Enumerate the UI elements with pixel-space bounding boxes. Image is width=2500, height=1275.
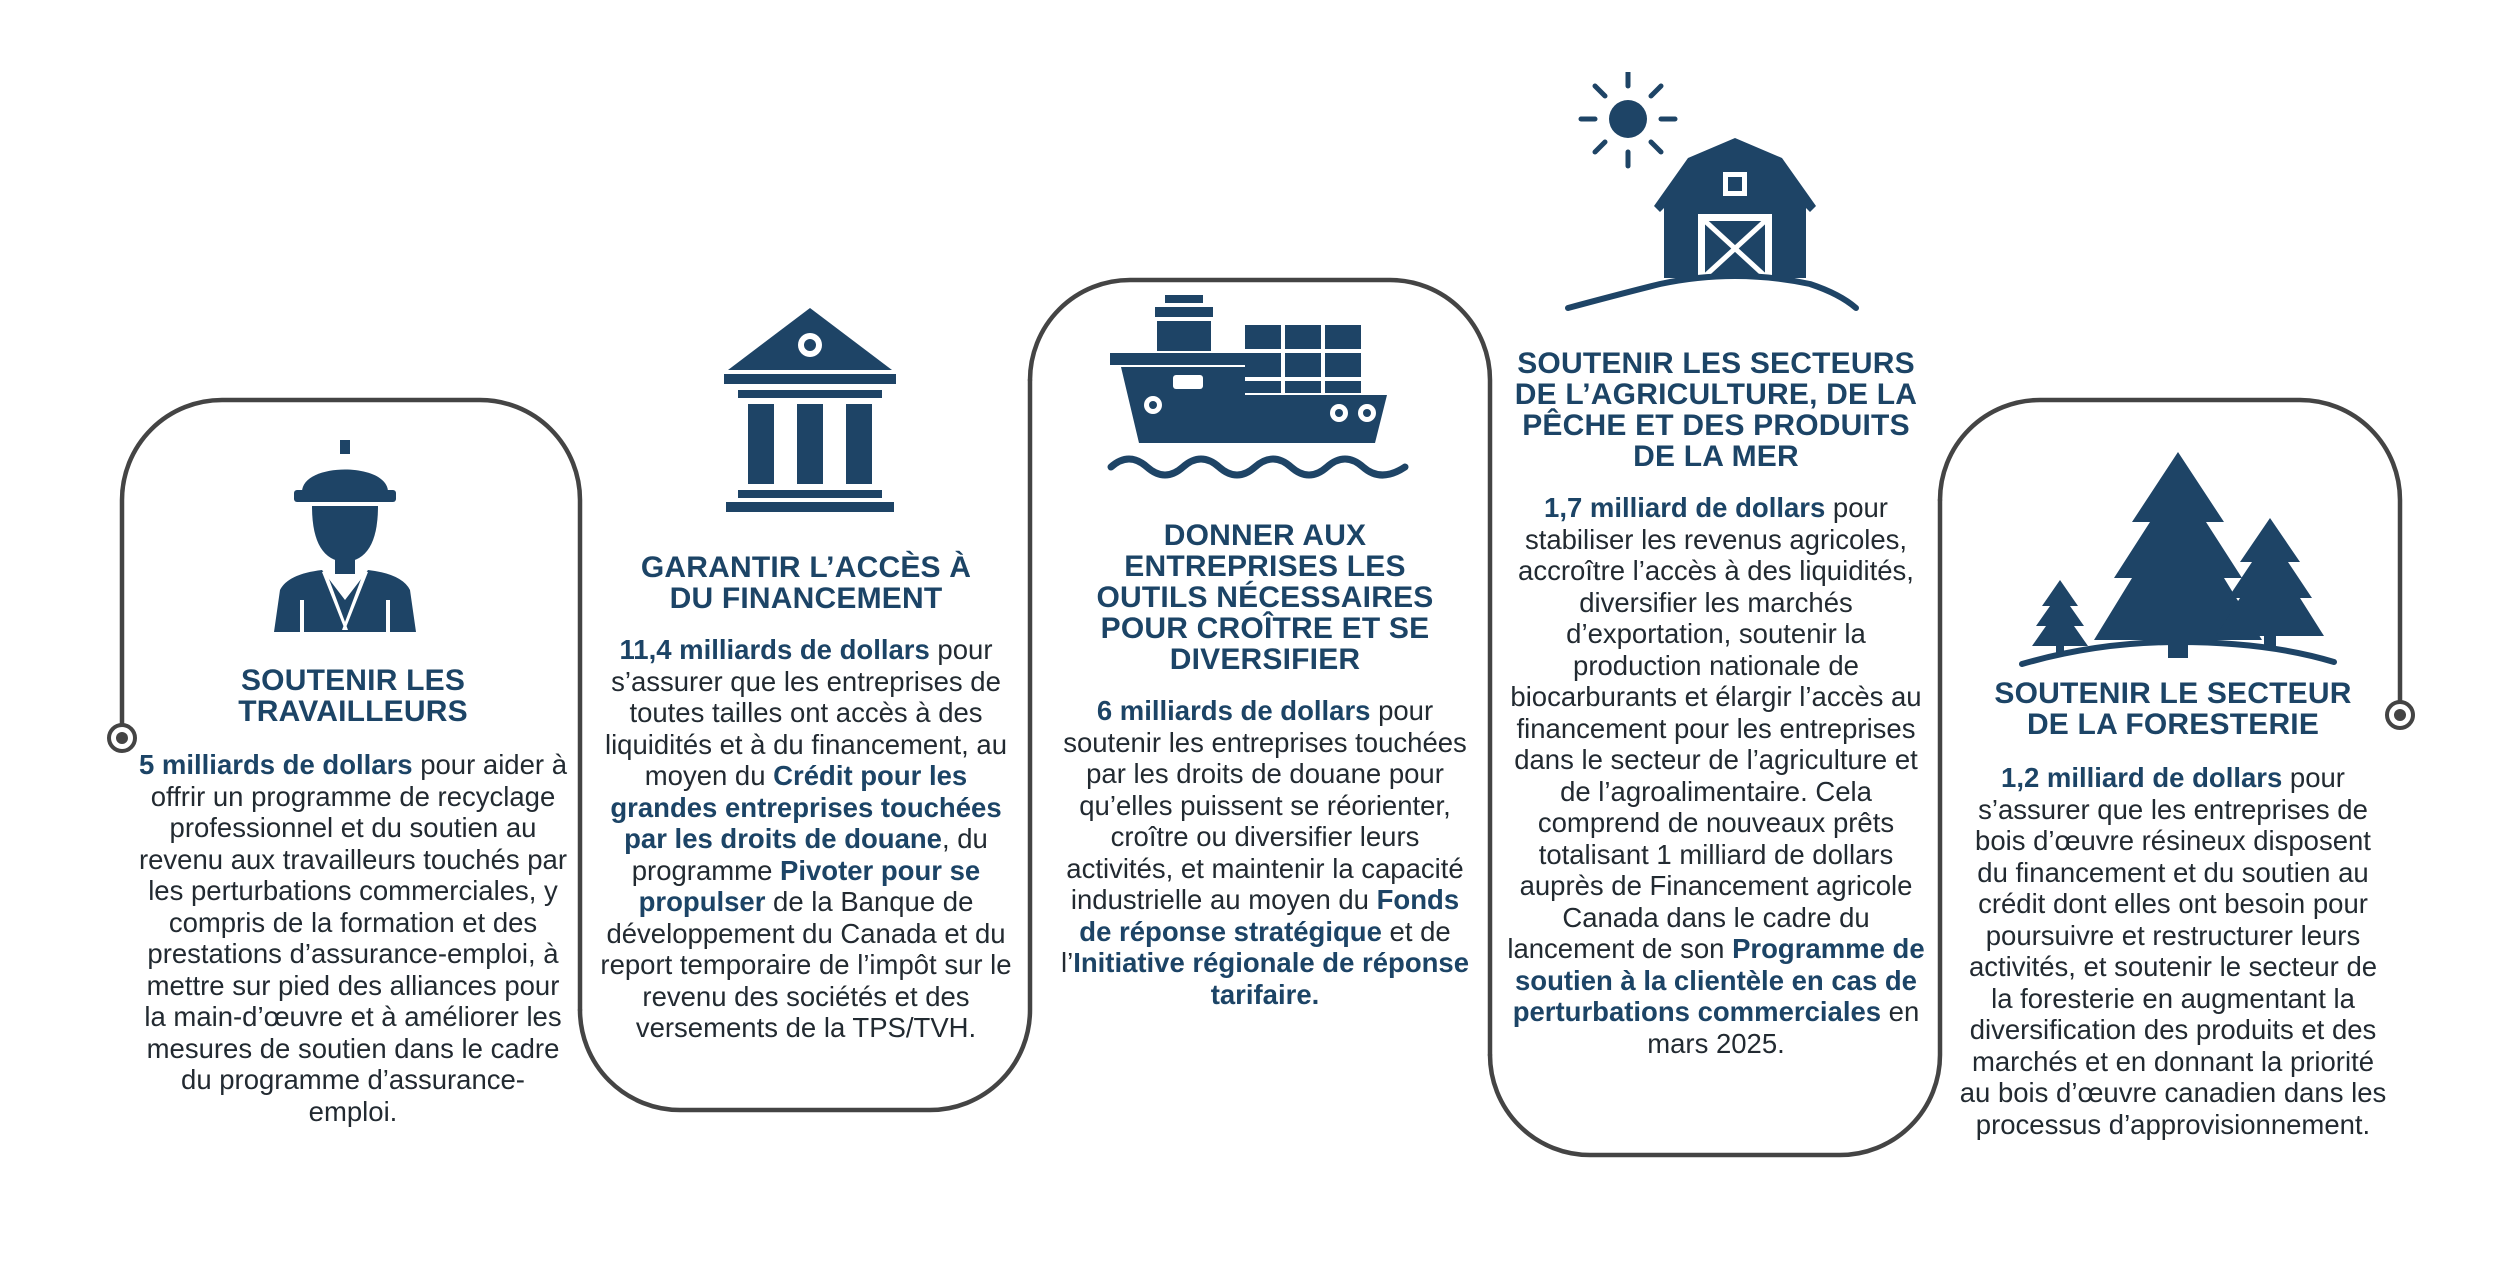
body-highlight: 11,4 milliards de dollars xyxy=(619,634,930,665)
heading-line: DE LA FORESTERIE xyxy=(2026,708,2320,741)
heading-line: GARANTIR L’ACCÈS À xyxy=(640,551,972,584)
column-body xyxy=(1060,695,1470,1010)
column-heading xyxy=(1060,520,1470,675)
body-run: , du programme xyxy=(631,823,988,886)
body-highlight: Programme de soutien à la clientèle en cas de perturbations commerciales xyxy=(1512,933,1925,1027)
worker-icon xyxy=(260,440,430,635)
heading-line: DONNER AUX xyxy=(1163,519,1367,552)
connector-end-dot-core xyxy=(2394,709,2406,721)
column-heading xyxy=(590,552,1022,614)
heading-line: OUTILS NÉCESSAIRES xyxy=(1096,581,1434,614)
column-financing xyxy=(590,552,1022,1044)
bank-icon xyxy=(720,308,900,513)
body-highlight: 5 milliards de dollars xyxy=(139,749,413,780)
heading-line: DE L’AGRICULTURE, DE LA xyxy=(1514,378,1918,411)
body-run: pour s’assurer que les entreprises de toutes tailles ont accès à des liquidités et à du financement, au moyen du xyxy=(604,634,1008,791)
body-run: pour s’assurer que les entreprises de bois d’œuvre résineux disposent du financement et du soutien au crédit dont elles ont besoin pour poursuivre et restructurer leurs activités, et soutenir le secteur de la foresterie en augmentant la diversification des produits et des marchés et en donnant la priorité au bois d’œuvre canadien dans les processus d’approvisionnement. xyxy=(1959,762,2387,1140)
column-body xyxy=(138,749,568,1127)
heading-line: POUR CROÎTRE ET SE xyxy=(1100,612,1430,645)
heading-line: SOUTENIR LES xyxy=(240,664,466,697)
heading-line: TRAVAILLEURS xyxy=(238,695,468,728)
body-highlight: 1,7 milliard de dollars xyxy=(1544,492,1826,523)
column-agriculture xyxy=(1502,348,1930,1059)
column-forestry xyxy=(1958,678,2388,1140)
body-run: pour soutenir les entreprises touchées par les droits de douane pour qu’elles puissent se réorienter, croître ou diversifier leurs activités, et maintenir la capacité industrielle au moyen du xyxy=(1063,695,1467,915)
heading-line: DIVERSIFIER xyxy=(1169,643,1361,676)
column-tools xyxy=(1060,520,1470,1010)
column-body xyxy=(590,634,1022,1044)
body-highlight: 6 milliards de dollars xyxy=(1096,695,1371,726)
heading-line: SOUTENIR LES SECTEURS xyxy=(1517,347,1915,380)
body-highlight: Crédit pour les grandes entreprises touchées par les droits de douane xyxy=(610,760,1002,854)
body-run: pour stabiliser les revenus agricoles, accroître l’accès à des liquidités, diversifier les marchés d’exportation, soutenir la production nationale de biocarburants et élargir l’accès au financement pour les entreprises dans le secteur de l’agriculture et de l’agroalimentaire. Cela comprend de nouveaux prêts totalisant 1 milliard de dollars auprès de Financement agricole Canada dans le cadre du lancement de son xyxy=(1507,492,1922,964)
body-highlight: Initiative régionale de réponse tarifaire. xyxy=(1073,947,1470,1010)
column-workers xyxy=(138,665,568,1127)
heading-line: SOUTENIR LE SECTEUR xyxy=(1994,677,2352,710)
column-body xyxy=(1502,492,1930,1059)
column-body xyxy=(1958,762,2388,1140)
heading-line: DE LA MER xyxy=(1633,440,1799,473)
connector-start-dot-core xyxy=(116,732,128,744)
body-run: de la Banque de développement du Canada et du report temporaire de l’impôt sur le revenu des sociétés et des versements de la TPS/TVH. xyxy=(600,886,1012,1043)
column-heading xyxy=(138,665,568,727)
column-heading xyxy=(1502,348,1930,472)
body-run: et de l’ xyxy=(1060,915,1451,978)
trees-icon xyxy=(2018,452,2338,667)
body-highlight: Fonds de réponse stratégique xyxy=(1079,884,1460,947)
body-run: pour aider à offrir un programme de recyclage professionnel et du soutien au revenu aux travailleurs touchés par les perturbations commerciales, y compris de la formation et des prestations d’assurance-emploi, à mettre sur pied des alliances pour la main-d’œuvre et à améliorer les mesures de soutien dans le cadre du programme d’assurance-emploi. xyxy=(138,749,567,1127)
barn-icon xyxy=(1560,72,1860,317)
heading-line: PÊCHE ET DES PRODUITS xyxy=(1522,409,1910,442)
heading-line: DU FINANCEMENT xyxy=(669,582,943,615)
cargo-ship-icon xyxy=(1105,295,1415,495)
body-highlight: Pivoter pour se propulser xyxy=(638,854,981,917)
column-heading xyxy=(1958,678,2388,740)
body-highlight: 1,2 milliard de dollars xyxy=(2001,762,2283,793)
body-run: en mars 2025. xyxy=(1647,996,1920,1059)
heading-line: ENTREPRISES LES xyxy=(1124,550,1406,583)
